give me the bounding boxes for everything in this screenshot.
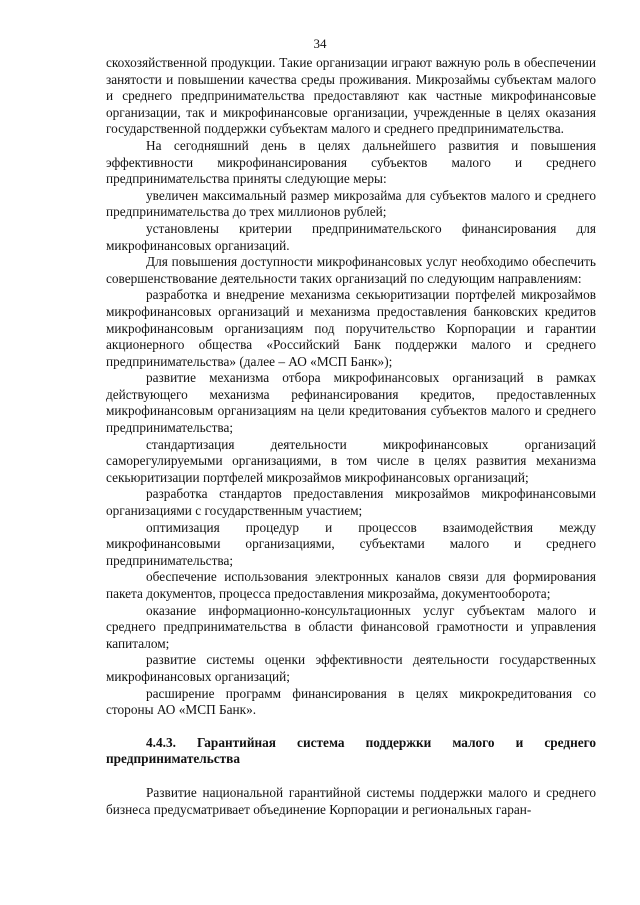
paragraph: скохозяйственной продукции. Такие организации играют важную роль в обеспечении занятости и повышении качества среды проживания. Микрозаймы субъектам малого и среднего предпринимательства предоставляют как частные микрофинансовые организации, так и микрофинансовые организации, учрежденные в целях оказания государственной поддержки субъектам малого и среднего предпринимательства. [106, 55, 596, 137]
list-item: установлены критерии предпринимательского финансирования для микрофинансовых организаций. [106, 220, 596, 253]
list-item: расширение программ финансирования в целях микрокредитования со стороны АО «МСП Банк». [106, 685, 596, 718]
list-item: разработка стандартов предоставления микрозаймов микрофинансовыми организациями с государственным участием; [106, 486, 596, 519]
paragraph: Развитие национальной гарантийной системы поддержки малого и среднего бизнеса предусматривает объединение Корпорации и региональных гаран- [106, 784, 596, 817]
list-item: оказание информационно-консультационных услуг субъектам малого и среднего предпринимательства в области финансовой грамотности и управления капиталом; [106, 602, 596, 651]
document-body [106, 55, 596, 818]
list-item: развитие системы оценки эффективности деятельности государственных микрофинансовых организаций; [106, 652, 596, 684]
section-heading: 4.4.3. Гарантийная система поддержки малого и среднего предпринимательства [106, 734, 596, 767]
page-number: 34 [313, 36, 327, 51]
list-item: обеспечение использования электронных каналов связи для формирования пакета документов, процесса предоставления микрозайма, документооборота; [106, 569, 596, 601]
list-item: увеличен максимальный размер микрозайма для субъектов малого и среднего предпринимательства до трех миллионов рублей; [106, 187, 596, 220]
paragraph: На сегодняшний день в целях дальнейшего развития и повышения эффективности микрофинансирования субъектов малого и среднего предпринимательства приняты следующие меры: [106, 137, 596, 187]
list-item: развитие механизма отбора микрофинансовых организаций в рамках действующего механизма рефинансирования кредитов, предоставленных микрофинансовым организациям на цели кредитования субъектов малого и среднего предпринимательства; [106, 370, 596, 436]
paragraph: Для повышения доступности микрофинансовых услуг необходимо обеспечить совершенствование деятельности таких организаций по следующим направлениям: [106, 254, 596, 286]
list-item: разработка и внедрение механизма секьюритизации портфелей микрозаймов микрофинансовых организаций и механизма предоставления банковских кредитов микрофинансовым организациям под поручительство Корпорации и гарантии акционерного общества «Российский Банк поддержки малого и среднего предпринимательства» (далее – АО «МСП Банк»); [106, 287, 596, 369]
list-item: стандартизация деятельности микрофинансовых организаций саморегулируемыми организациями, в том числе в целях развития механизма секьюритизации портфелей микрозаймов микрофинансовых организаций; [106, 436, 596, 485]
list-item: оптимизация процедур и процессов взаимодействия между микрофинансовыми организациями, субъектами малого и среднего предпринимательства; [106, 519, 596, 568]
